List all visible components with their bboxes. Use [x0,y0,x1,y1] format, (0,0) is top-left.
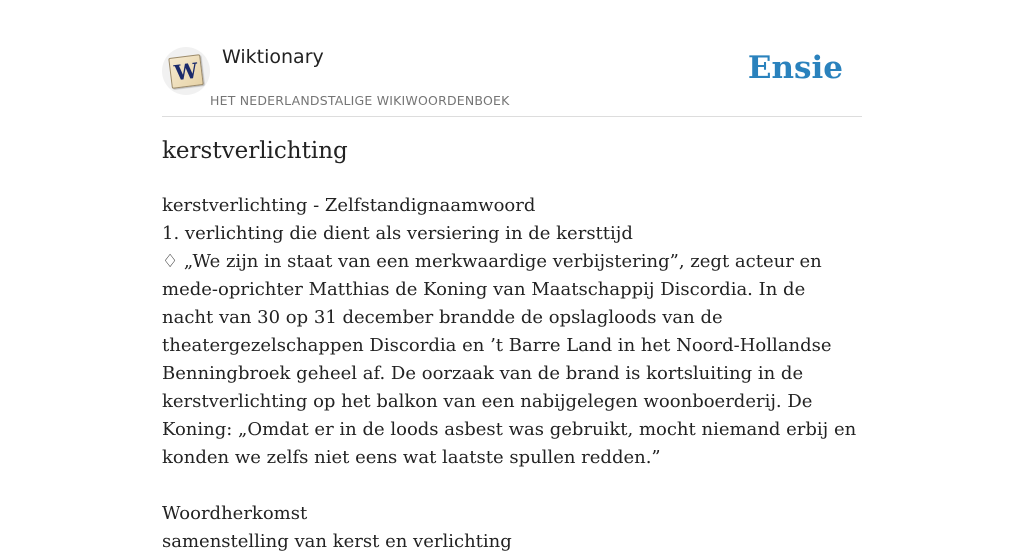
site-header [162,44,862,117]
site-subtitle: HET NEDERLANDSTALIGE WIKIWOORDENBOEK [210,93,510,108]
definition: 1. verlichting die dient als versiering in de kersttijd [162,223,633,244]
page-title: kerstverlichting [162,138,348,164]
site-name[interactable]: Wiktionary [222,46,324,68]
etymology-heading: Woordherkomst [162,503,308,524]
wiktionary-logo[interactable] [162,47,210,95]
part-of-speech-line: kerstverlichting - Zelfstandignaamwoord [162,195,536,216]
example-quote: ♢ „We zijn in staat van een merkwaardige verbijstering”, zegt acteur en mede-oprichter Matthias de Koning van Maatschappij Discordia. In de nacht van 30 op 31 december brandde de opslagloods van de theatergezelschappen Discordia en ’t Barre Land in het Noord-Hollandse Benningbroek geheel af. De oorzaak van de brand is kortsluiting in de kerstverlichting op het balkon van een nabijgelegen woonboerderij. De Koning: „Omdat er in de loods asbest was gebruikt, mocht niemand erbij en konden we zelfs niet eens wat laatste spullen redden.” [162,251,857,468]
ensie-logo[interactable]: Ensie [747,50,843,86]
entry-content [162,192,862,556]
etymology-text: samenstelling van kerst en verlichting [162,531,512,552]
wiktionary-logo-icon: W [168,54,204,89]
